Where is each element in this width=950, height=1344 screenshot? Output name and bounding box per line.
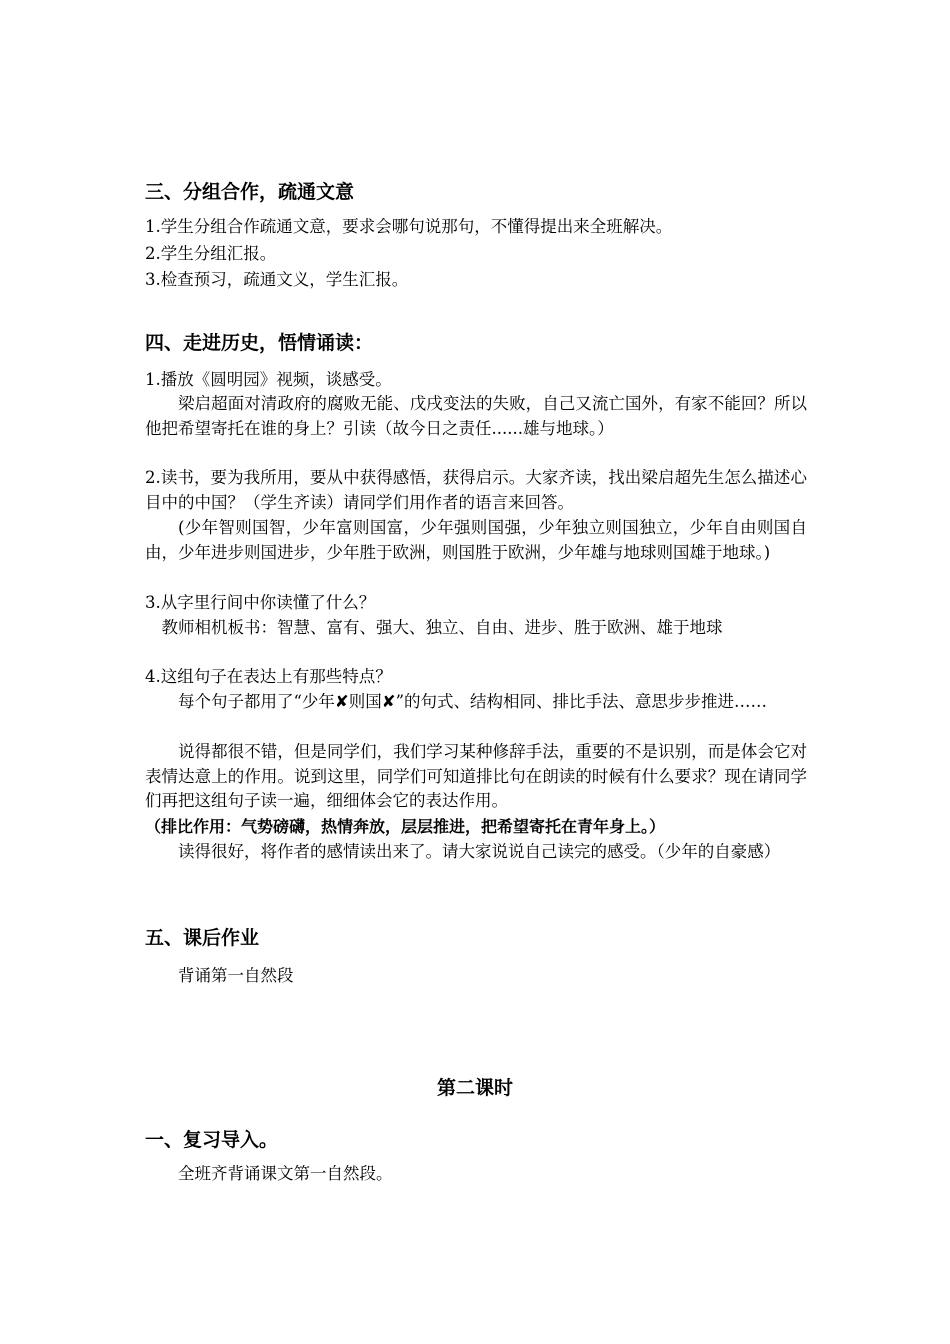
section-5-heading: 五、课后作业 (145, 927, 260, 949)
section-3-heading: 三、分组合作，疏通文意 (145, 181, 355, 203)
section-3-item-3: 3.检查预习，疏通文义，学生汇报。 (145, 270, 409, 289)
section-4-para-1: 1.播放《圆明园》视频，谈感受。 (145, 370, 392, 389)
section-4-para-4: (少年智则国智，少年富则国富，少年强则国强，少年独立则国独立，少年自由则国自由，少年进步则国进步，少年胜于欧洲，则国胜于欧洲，少年雄与地球则国雄于地球。) (145, 518, 807, 562)
section-3-item-1: 1.学生分组合作疏通文意，要求会哪句说那句，不懂得提出来全班解决。 (145, 217, 673, 236)
lesson-2-para-1: 全班齐背诵课文第一自然段。 (178, 1164, 393, 1183)
section-4-para-7: 4.这组句子在表达上有那些特点？ (145, 667, 392, 686)
section-4-para-6: 教师相机板书：智慧、富有、强大、独立、自由、进步、胜于欧洲、雄于地球 (161, 618, 723, 637)
section-4-heading: 四、走进历史，悟情诵读： (145, 332, 374, 354)
section-3-item-2: 2.学生分组汇报。 (145, 244, 277, 263)
section-4-para-9: 说得都很不错，但是同学们，我们学习某种修辞手法，重要的不是识别，而是体会它对表情达意上的作用。说到这里，同学们可知道排比句在朗读的时候有什么要求？现在请同学们再把这组句子读一遍，细细体会它的表达作用。 (145, 742, 807, 810)
section-4-para-2: 梁启超面对清政府的腐败无能、戊戌变法的失败，自己又流亡国外，有家不能回？所以他把希望寄托在谁的身上？引读（故今日之责任......雄与地球。） (145, 394, 807, 438)
section-5-para-1: 背诵第一自然段 (178, 966, 294, 985)
section-4-para-3: 2.读书，要为我所用，要从中获得感悟，获得启示。大家齐读，找出梁启超先生怎么描述心目中的中国？（学生齐读）请同学们用作者的语言来回答。 (145, 468, 807, 512)
section-4-para-11: 读得很好，将作者的感情读出来了。请大家说说自己读完的感受。（少年的自豪感） (178, 842, 781, 861)
section-4-para-10-bold: （排比作用：气势磅礴，热情奔放，层层推进，把希望寄托在青年身上。） (145, 817, 666, 836)
section-4-para-8: 每个句子都用了“少年✘则国✘”的句式、结构相同、排比手法、意思步步推进…… (178, 692, 768, 711)
lesson-2-heading: 一、复习导入。 (145, 1129, 279, 1151)
lesson-2-title: 第二课时 (436, 1077, 513, 1099)
section-4-para-5: 3.从字里行间中你读懂了什么？ (145, 593, 376, 612)
